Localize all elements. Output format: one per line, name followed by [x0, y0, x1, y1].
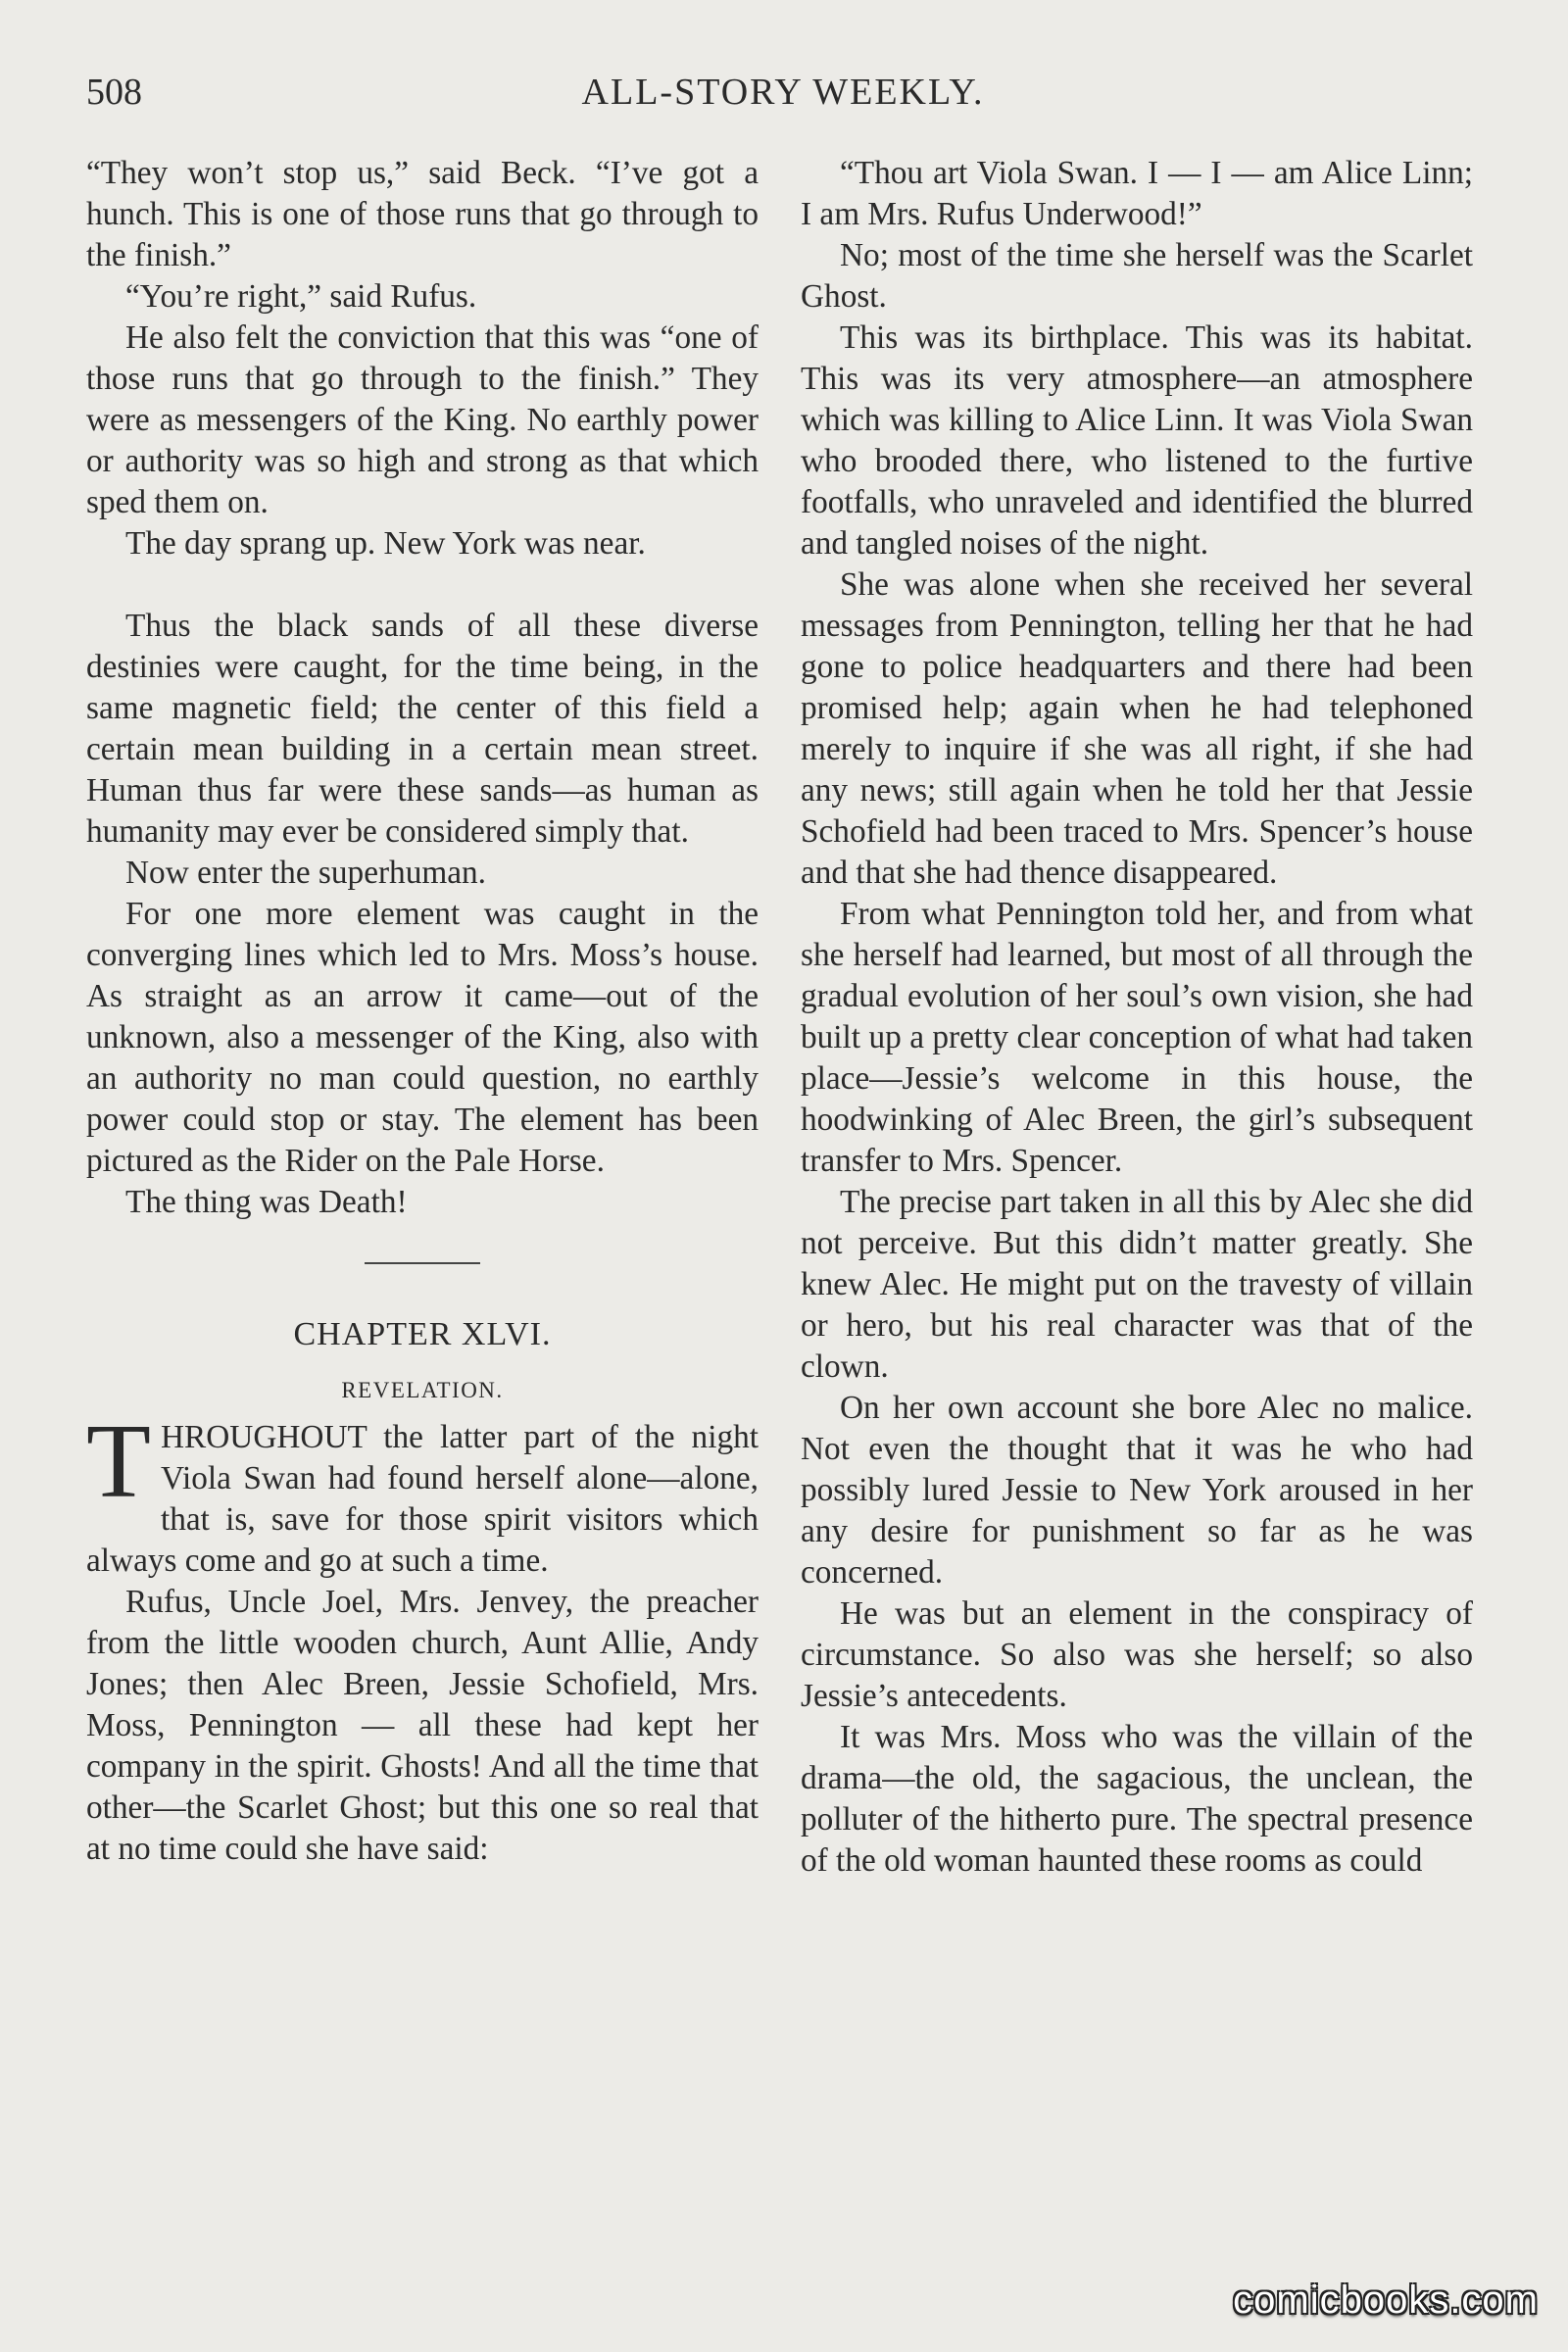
divider-rule	[365, 1262, 480, 1264]
paragraph: “You’re right,” said Rufus.	[125, 278, 477, 315]
paragraph: She was alone when she received her several messages from Pennington, telling her that he had gone to police headquarters and there had been promised help; again when he had telephoned merely to inquire if she was all right, if she had any news; still again when he told her that Jessie Schofield had been traced to Mrs. Spencer’s house and that she had thence disappeared.	[801, 566, 1473, 891]
paragraph: “They won’t stop us,” said Beck. “I’ve got a hunch. This is one of those runs that go through to the finish.”	[86, 155, 759, 273]
paragraph: The precise part taken in all this by Alec she did not perceive. But this didn’t matter greatly. She knew Alec. He might put on the travesty of villain or hero, but his real character was that of the clown.	[801, 1184, 1473, 1385]
paragraph: Thus the black sands of all these diverse destinies were caught, for the time being, in the same magnetic field; the center of this field a certain mean building in a certain mean street. Human thus far were these sands—as human as humanity may ever be considered simply that.	[86, 608, 759, 850]
paragraph: “Thou art Viola Swan. I — I — am Alice Linn; I am Mrs. Rufus Underwood!”	[801, 155, 1473, 232]
paragraph: Now enter the superhuman.	[125, 855, 487, 891]
paragraph: He also felt the conviction that this was “one of those runs that go through to the finish.” They were as messengers of the King. No earthly power or authority was so high and strong as that which sped them on.	[86, 319, 759, 520]
running-title: ALL-STORY WEEKLY.	[581, 72, 985, 113]
chapter-title: CHAPTER XLVI.	[293, 1316, 552, 1352]
paragraph: No; most of the time she herself was the Scarlet Ghost.	[801, 237, 1473, 315]
paragraph: This was its birthplace. This was its habitat. This was its very atmosphere—an atmosphere which was killing to Alice Linn. It was Viola Swan who brooded there, who listened to the furtive footfalls, who unraveled and identified the blurred and tangled noises of the night.	[801, 319, 1473, 562]
chapter-subtitle: REVELATION.	[341, 1378, 504, 1402]
opening-text: HROUGHOUT the latter part of the night Viola Swan had found herself alone—alone, that is, save for those spirit visitors which always come and go at such a time.	[86, 1419, 759, 1579]
watermark: comicbooks.com	[1233, 2278, 1539, 2322]
drop-cap: T	[86, 1403, 151, 1520]
paragraph: The thing was Death!	[125, 1184, 408, 1220]
page-header	[86, 71, 1480, 129]
paragraph: From what Pennington told her, and from what she herself had learned, but most of all through the gradual evolution of her soul’s own vision, she had built up a pretty clear conception of what had taken place—Jessie’s welcome in this house, the hoodwinking of Alec Breen, the girl’s subsequent transfer to Mrs. Spencer.	[801, 896, 1473, 1179]
paragraph: On her own account she bore Alec no malice. Not even the thought that it was he who had possibly lured Jessie to New York aroused in her any desire for punishment so far as he was concerned.	[801, 1390, 1473, 1591]
paragraph: He was but an element in the conspiracy of circumstance. So also was she herself; so also Jessie’s antecedents.	[801, 1595, 1473, 1714]
page-number: 508	[86, 72, 142, 113]
paragraph: Rufus, Uncle Joel, Mrs. Jenvey, the preacher from the little wooden church, Aunt Allie, Andy Jones; then Alec Breen, Jessie Schofield, Mrs. Moss, Pennington — all these had kept her company in the spirit. Ghosts! And all the time that other—the Scarlet Ghost; but this one so real that at no time could she have said:	[86, 1584, 759, 1867]
section-gap	[86, 564, 759, 606]
right-column	[801, 153, 1473, 1882]
chapter-opening-paragraph	[86, 1403, 759, 1582]
left-column	[86, 153, 759, 1870]
paragraph: For one more element was caught in the converging lines which led to Mrs. Moss’s house. As straight as an arrow it came—out of the unknown, also a messenger of the King, also with an authority no man could question, no earthly power could stop or stay. The element has been pictured as the Rider on the Pale Horse.	[86, 896, 759, 1179]
section-divider	[86, 1223, 759, 1305]
paragraph: The day sprang up. New York was near.	[125, 525, 646, 562]
paragraph: It was Mrs. Moss who was the villain of the drama—the old, the sagacious, the unclean, the polluter of the hitherto pure. The spectral presence of the old woman haunted these rooms as could	[801, 1719, 1473, 1879]
